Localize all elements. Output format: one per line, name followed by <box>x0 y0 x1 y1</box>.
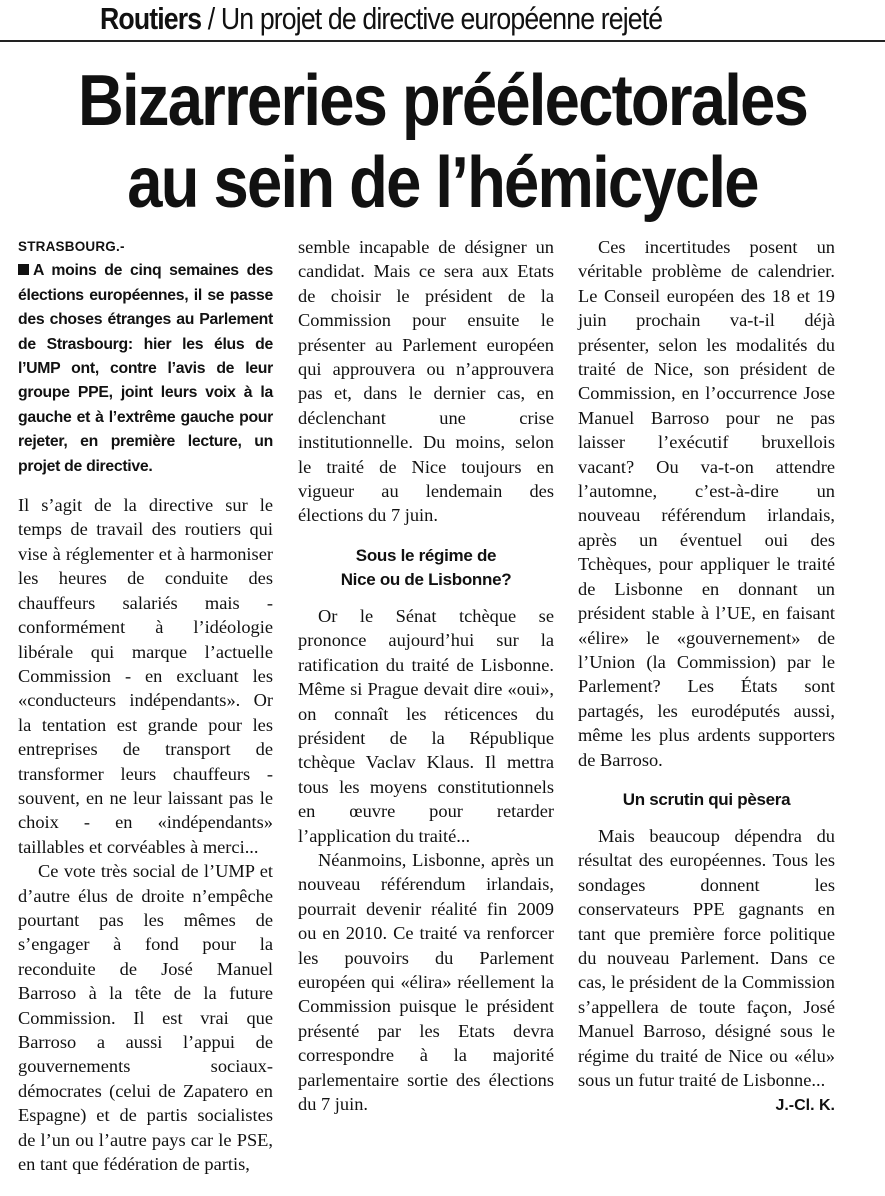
paragraph-5: Ces incertitudes posent un véritable problème de calendrier. Le Conseil européen des 18 et 19 juin prochain va-t-il déjà présenter, selon les modalités du traité de Nice, son président de Commission, en l’occurrence Jose Manuel Barroso pour ne pas laisser l’exécutif bruxellois vacant? Ou va-t-on attendre l’automne, c’est-à-dire un nouveau référendum irlandais, après un éventuel oui des Tchèques, pour appliquer le traité de Lisbonne en donnant un président stable à l’UE, en faisant «élire» le «gouvernement» de l’Union (la Commission) par le Parlement? Les États sont partagés, les eurodéputés aussi, même les plus ardents supporters de Barroso. <box>578 237 835 770</box>
headline-line-1: Bizarreries préélectorales <box>77 61 808 141</box>
column-1 <box>18 235 273 1176</box>
headline <box>0 60 885 224</box>
subheading-1-line-2: Nice ou de Lisbonne? <box>340 569 512 589</box>
headline-line-2: au sein de l’hémicycle <box>127 143 758 223</box>
kicker <box>100 0 662 38</box>
column-3 <box>578 235 835 1119</box>
kicker-bar <box>0 0 885 42</box>
lead-text: A moins de cinq semaines des élections européennes, il se passe des choses étranges au Parlement de Strasbourg: hier les élus de l’UMP ont, contre l’avis de leur groupe PPE, joint leurs voix à la gauche et à l’extrême gauche pour rejeter, en première lecture, un projet de directive. <box>18 262 273 475</box>
lead-paragraph <box>18 259 273 479</box>
subheading-2: Un scrutin qui pèsera <box>622 789 791 809</box>
kicker-section: Routiers <box>100 1 202 36</box>
kicker-separator: / <box>201 1 221 36</box>
dateline: STRASBOURG.- <box>18 239 125 254</box>
paragraph-1: Il s’agit de la directive sur le temps de travail des routiers qui vise à réglementer et à harmoniser les heures de conduite des chauffeurs salariés mais - conformément à l’idéologie libérale qui marque l’actuelle Commission - en excluant les «conducteurs indépendants». Or la tentation est grande pour les entreprises de transport de transformer leurs chauffeurs - souvent, en ne leur laissant pas le choix - en «indépendants» taillables et corvéables à merci... <box>18 495 273 857</box>
column-2 <box>298 235 554 1116</box>
paragraph-3: Or le Sénat tchèque se prononce aujourd’hui sur la ratification du traité de Lisbonne. Même si Prague devait dire «oui», on connaît les réticences du président de la République tchèque Vaclav Klaus. Il mettra tous les moyens constitutionnels en œuvre pour retarder l’application du traité... <box>298 605 554 846</box>
author-signature: J.-Cl. K. <box>775 1097 835 1115</box>
paragraph-4: Néanmoins, Lisbonne, après un nouveau référendum irlandais, pourrait devenir réalité fin 2009 ou en 2010. Ce traité va renforcer les pouvoirs du Parlement européen qui «élira» réellement la Commission puisque le président présenté par les Etats devra correspondre à la majorité parlementaire sortie des élections du 7 juin. <box>298 849 554 1114</box>
paragraph-2: Ce vote très social de l’UMP et d’autre élus de droite n’empêche pourtant pas les mêmes de s’engager à fond pour la reconduite de José Manuel Barroso à la tête de la future Commission. Il est vrai que Barroso a aussi l’appui de gouvernements sociaux-démocrates (celui de Zapatero en Espagne) et de partis socialistes de l’un ou l’autre pays car le PSE, en tant que fédération de partis, <box>18 861 273 1175</box>
subheading-1-line-1: Sous le régime de <box>355 545 497 565</box>
bullet-square-icon <box>18 264 29 275</box>
subheading-1 <box>298 544 554 592</box>
kicker-text: Un projet de directive européenne rejeté <box>220 1 663 36</box>
paragraph-2-continued: semble incapable de désigner un candidat. Mais ce sera aux Etats de choisir le président de la Commission pour ensuite le présenter au Parlement européen qui approuvera ou n’approuvera pas et, dans le dernier cas, en déclenchant une crise institutionnelle. Du moins, selon le traité de Nice toujours en vigueur au lendemain des élections du 7 juin. <box>298 237 554 526</box>
paragraph-6: Mais beaucoup dépendra du résultat des européennes. Tous les sondages donnent les conservateurs PPE gagnants en tant que première force politique du nouveau Parlement. Dans ce cas, le président de la Commission s’appellera de toute façon, José Manuel Barroso, désigné sous le régime du traité de Nice ou «élu» sous un futur traité de Lisbonne... <box>578 825 835 1090</box>
